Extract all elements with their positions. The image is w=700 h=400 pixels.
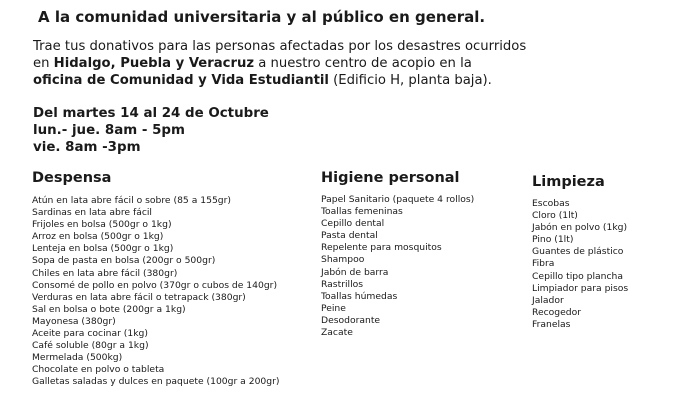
list-item: Cloro (1lt) <box>532 210 578 222</box>
list-item: Sopa de pasta en bolsa (200gr o 500gr) <box>32 255 216 267</box>
list-item: Atún en lata abre fácil o sobre (85 a 155gr) <box>32 195 231 206</box>
schedule-friday-hours: vie. 8am -3pm <box>33 140 141 155</box>
list-item: Jabón de barra <box>321 266 389 278</box>
list-item: Papel Sanitario (paquete 4 rollos) <box>321 194 475 205</box>
schedule-dates: Del martes 14 al 24 de Octubre <box>33 106 269 121</box>
list-item: Desodorante <box>321 314 381 326</box>
list-item: Lenteja en bolsa (500gr o 1kg) <box>32 243 174 255</box>
list-item: Cepillo dental <box>321 218 385 230</box>
list-item: Verduras en lata abre fácil o tetrapack (380gr) <box>32 291 246 303</box>
list-item: Mayonesa (380gr) <box>32 315 116 327</box>
list-item: Pasta dental <box>321 230 378 242</box>
list-item: Jalador <box>532 294 564 306</box>
list-item: Franelas <box>532 318 571 330</box>
list-item: Sardinas en lata abre fácil <box>32 207 152 219</box>
limpieza-list <box>532 198 628 331</box>
limpieza-title: Limpieza <box>532 174 605 190</box>
despensa-list <box>32 195 279 389</box>
higiene-title: Higiene personal <box>321 170 460 186</box>
higiene-column <box>321 170 474 339</box>
list-item: Fibra <box>532 258 555 270</box>
list-item: Frijoles en bolsa (500gr o 1kg) <box>32 219 172 231</box>
list-item: Pino (1lt) <box>532 234 574 246</box>
office-name: oficina de Comunidad y Vida Estudiantil <box>33 73 329 88</box>
intro-line-1: Trae tus donativos para las personas afectadas por los desastres ocurridos <box>33 39 527 54</box>
intro-line-3: oficina de Comunidad y Vida Estudiantil (Edificio H, planta baja). <box>33 73 492 88</box>
list-item: Arroz en bolsa (500gr o 1kg) <box>32 231 164 243</box>
intro-line-2: en Hidalgo, Puebla y Veracruz a nuestro centro de acopio en la <box>33 56 472 71</box>
list-item: Chocolate en polvo o tableta <box>32 364 165 376</box>
schedule-weekday-hours: lun.- jue. 8am - 5pm <box>33 123 185 138</box>
list-item: Aceite para cocinar (1kg) <box>32 328 148 340</box>
list-item: Zacate <box>321 327 353 339</box>
limpieza-column <box>532 174 628 331</box>
list-item: Jabón en polvo (1kg) <box>532 222 628 234</box>
list-item: Galletas saladas y dulces en paquete (100gr a 200gr) <box>32 376 280 388</box>
list-item: Escobas <box>532 198 570 209</box>
higiene-list <box>321 194 474 339</box>
list-item: Repelente para mosquitos <box>321 242 442 254</box>
intro-paragraph <box>33 38 526 89</box>
list-item: Sal en bolsa o bote (200gr a 1kg) <box>32 303 186 315</box>
list-item: Limpiador para pisos <box>532 282 629 294</box>
despensa-title: Despensa <box>32 170 112 186</box>
list-item: Shampoo <box>321 254 365 266</box>
list-item: Mermelada (500kg) <box>32 352 123 364</box>
list-item: Guantes de plástico <box>532 246 624 258</box>
list-item: Toallas femeninas <box>321 206 403 218</box>
affected-states: Hidalgo, Puebla y Veracruz <box>53 56 255 71</box>
list-item: Rastrillos <box>321 278 364 290</box>
list-item: Café soluble (80gr a 1kg) <box>32 340 149 352</box>
list-item: Peine <box>321 302 346 314</box>
despensa-column <box>32 170 279 389</box>
list-item: Chiles en lata abre fácil (380gr) <box>32 267 178 279</box>
list-item: Recogedor <box>532 306 582 318</box>
headline: A la comunidad universitaria y al público en general. <box>38 8 486 26</box>
schedule <box>33 105 269 156</box>
list-item: Consomé de pollo en polvo (370gr o cubos de 140gr) <box>32 279 278 291</box>
list-item: Toallas húmedas <box>321 290 398 302</box>
list-item: Cepillo tipo plancha <box>532 270 623 282</box>
